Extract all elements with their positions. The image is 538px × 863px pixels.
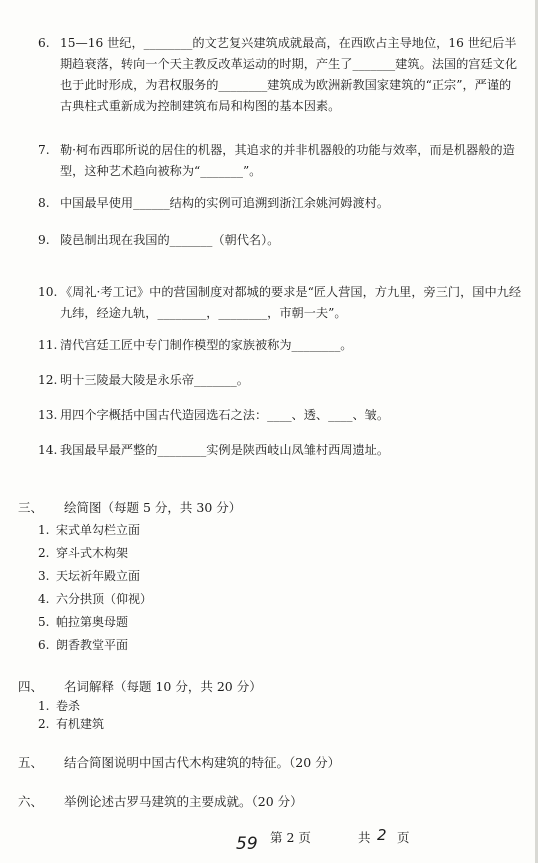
question-11 <box>38 335 522 356</box>
question-text: 我国最早最严整的________实例是陕西岐山凤雏村西周遗址。 <box>60 443 390 457</box>
question-number: 10. <box>38 285 58 299</box>
item-text: 帕拉第奥母题 <box>56 615 129 629</box>
item-number: 4. <box>38 592 50 606</box>
section-3-item <box>38 612 338 632</box>
total-prefix: 共 <box>358 830 371 845</box>
section-3-item <box>38 543 338 563</box>
item-number: 1. <box>38 523 50 537</box>
section-5 <box>18 752 518 774</box>
question-text: 用四个字概括中国古代造园选石之法：____、透、____、皱。 <box>60 408 390 422</box>
handwritten-total-pages: 2 <box>377 826 387 844</box>
item-text: 天坛祈年殿立面 <box>56 569 141 583</box>
section-3-item <box>38 566 338 586</box>
item-number: 5. <box>38 615 50 629</box>
question-number: 9. <box>38 233 50 247</box>
question-number: 13. <box>38 408 58 422</box>
section-4-item <box>38 696 338 716</box>
question-text: 清代宫廷工匠中专门制作模型的家族被称为________。 <box>60 338 353 352</box>
item-number: 6. <box>38 638 50 652</box>
item-text: 宋式单勾栏立面 <box>56 523 141 537</box>
section-number: 六、 <box>18 794 44 809</box>
question-text: 《周礼·考工记》中的营国制度对都城的要求是“匠人营国，方九里，旁三门，国中九经九纬，经途九轨，________，________，市朝一夫”。 <box>60 285 522 320</box>
section-3-item <box>38 520 338 540</box>
question-text: 15—16 世纪，________的文艺复兴建筑成就最高，在西欧占主导地位，16 世纪后半期趋衰落，转向一个天主教反改革运动的时期，产生了_______建筑。法国的宫廷文化也于此时形成，为君权服务的________建筑成为欧洲新教国家建筑的“正宗”，严谨的古典柱式重新成为控制建筑布局和构图的基本因素。 <box>60 36 518 113</box>
total-suffix: 页 <box>397 830 410 845</box>
question-text: 中国最早使用______结构的实例可追溯到浙江余姚河姆渡村。 <box>60 196 390 210</box>
section-6 <box>18 791 518 813</box>
question-text: 勒·柯布西耶所说的居住的机器，其追求的并非机器般的功能与效率，而是机器般的造型，这种艺术趋向被称为“_______”。 <box>60 143 515 178</box>
section-4-header <box>18 676 518 698</box>
item-number: 2. <box>38 546 50 560</box>
question-6 <box>38 33 522 117</box>
item-text: 朗香教堂平面 <box>56 638 129 652</box>
item-number: 2. <box>38 717 50 731</box>
question-14 <box>38 440 522 461</box>
section-number: 四、 <box>18 679 44 694</box>
item-text: 穿斗式木构架 <box>56 546 129 560</box>
item-text: 六分拱顶（仰视） <box>56 592 153 606</box>
item-number: 3. <box>38 569 50 583</box>
question-number: 12. <box>38 373 58 387</box>
section-title: 绘简图（每题 5 分，共 30 分） <box>64 500 242 515</box>
section-3-item <box>38 589 338 609</box>
question-number: 11. <box>38 338 58 352</box>
question-9 <box>38 230 522 251</box>
section-title: 名词解释（每题 10 分，共 20 分） <box>64 679 262 694</box>
question-number: 8. <box>38 196 50 210</box>
question-number: 7. <box>38 143 50 157</box>
item-text: 有机建筑 <box>56 717 105 731</box>
question-10 <box>38 282 522 324</box>
section-4-item <box>38 714 338 734</box>
page-footer <box>0 826 538 856</box>
section-number: 五、 <box>18 755 44 770</box>
question-text: 明十三陵最大陵是永乐帝_______。 <box>60 373 249 387</box>
question-8 <box>38 193 522 214</box>
question-number: 6. <box>38 36 50 50</box>
section-number: 三、 <box>18 500 44 515</box>
item-number: 1. <box>38 699 50 713</box>
question-12 <box>38 370 522 391</box>
question-7 <box>38 140 522 182</box>
question-13 <box>38 405 522 426</box>
handwritten-page-number: 59 <box>236 834 258 854</box>
page-label: 第 2 页 <box>270 830 311 845</box>
question-text: 陵邑制出现在我国的_______（朝代名）。 <box>60 233 280 247</box>
section-title: 举例论述古罗马建筑的主要成就。（20 分） <box>64 794 303 809</box>
item-text: 卷杀 <box>56 699 81 713</box>
section-3-header <box>18 497 518 519</box>
question-number: 14. <box>38 443 58 457</box>
section-title: 结合简图说明中国古代木构建筑的特征。（20 分） <box>64 755 341 770</box>
section-3-item <box>38 635 338 655</box>
